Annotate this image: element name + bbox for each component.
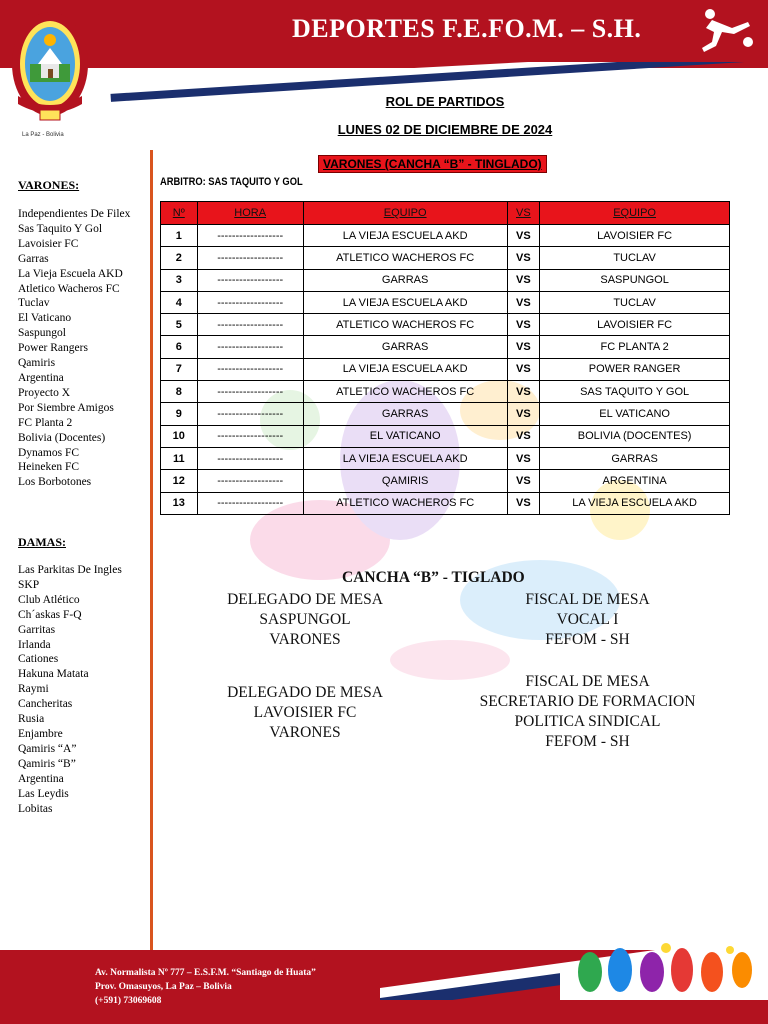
list-item: Irlanda xyxy=(18,638,51,651)
list-item: Lobitas xyxy=(18,802,53,815)
fiscal-position: SECRETARIO DE FORMACION xyxy=(479,693,696,710)
vs-label: VS xyxy=(507,336,540,358)
varones-heading: VARONES: xyxy=(18,178,80,192)
home-team: LA VIEJA ESCUELA AKD xyxy=(303,358,507,380)
table-row xyxy=(161,447,730,469)
list-item: SKP xyxy=(18,578,40,591)
away-team: EL VATICANO xyxy=(540,403,730,425)
list-item: Atletico Wacheros FC xyxy=(18,282,120,295)
away-team: ARGENTINA xyxy=(540,470,730,492)
list-item: Enjambre xyxy=(18,727,63,740)
delegate-category: VARONES xyxy=(269,724,341,741)
home-team: LA VIEJA ESCUELA AKD xyxy=(303,447,507,469)
match-time: ------------------ xyxy=(197,247,303,269)
col-away-team: EQUIPO xyxy=(540,202,730,225)
list-item: Sas Taquito Y Gol xyxy=(18,222,103,235)
category-banner: VARONES (CANCHA “B” - TINGLADO) xyxy=(318,155,547,173)
table-row xyxy=(161,358,730,380)
list-item: FC Planta 2 xyxy=(18,416,73,429)
list-item: Qamiris “A” xyxy=(18,742,77,755)
home-team: LA VIEJA ESCUELA AKD xyxy=(303,225,507,247)
fiscal-block-1 xyxy=(460,590,715,650)
list-item: Cancheritas xyxy=(18,698,73,711)
home-team: QAMIRIS xyxy=(303,470,507,492)
list-item: Las Parkitas De Ingles xyxy=(18,564,122,576)
table-row xyxy=(161,247,730,269)
fiscal-position-2: POLITICA SINDICAL xyxy=(514,713,661,730)
away-team: FC PLANTA 2 xyxy=(540,336,730,358)
schedule-date: LUNES 02 DE DICIEMBRE DE 2024 xyxy=(337,122,553,137)
match-time: ------------------ xyxy=(197,225,303,247)
away-team: TUCLAV xyxy=(540,247,730,269)
list-item: Raymi xyxy=(18,683,49,696)
list-item: Garritas xyxy=(18,623,56,636)
list-item: Hakuna Matata xyxy=(18,668,89,681)
home-team: ATLETICO WACHEROS FC xyxy=(303,381,507,403)
match-time: ------------------ xyxy=(197,492,303,514)
fiscal-role: FISCAL DE MESA xyxy=(525,673,650,690)
table-row xyxy=(161,291,730,313)
table-row xyxy=(161,425,730,447)
varones-team-list xyxy=(18,207,130,490)
fiscal-position: VOCAL I xyxy=(556,611,619,628)
away-team: SASPUNGOL xyxy=(540,269,730,291)
vs-label: VS xyxy=(507,403,540,425)
match-number: 2 xyxy=(161,247,198,269)
vs-label: VS xyxy=(507,470,540,492)
list-item: Proyecto X xyxy=(18,386,71,399)
list-item: Argentina xyxy=(18,772,64,785)
home-team: GARRAS xyxy=(303,269,507,291)
vs-label: VS xyxy=(507,269,540,291)
table-row xyxy=(161,314,730,336)
match-number: 11 xyxy=(161,447,198,469)
list-item: Argentina xyxy=(18,371,64,384)
page-title: DEPORTES F.E.FO.M. – S.H. xyxy=(292,14,642,43)
footer-phone: (+591) 73069608 xyxy=(95,996,162,1006)
home-team: ATLETICO WACHEROS FC xyxy=(303,492,507,514)
list-item: Garras xyxy=(18,252,49,265)
home-team: GARRAS xyxy=(303,403,507,425)
court-heading: CANCHA “B” - TIGLADO xyxy=(342,569,525,586)
list-item: Qamiris xyxy=(18,357,56,370)
match-time: ------------------ xyxy=(197,358,303,380)
list-item: Bolivia (Docentes) xyxy=(18,431,106,444)
list-item: Qamiris “B” xyxy=(18,757,76,770)
home-team: EL VATICANO xyxy=(303,425,507,447)
table-row xyxy=(161,403,730,425)
home-team: GARRAS xyxy=(303,336,507,358)
match-number: 13 xyxy=(161,492,198,514)
damas-team-list xyxy=(18,563,122,816)
match-time: ------------------ xyxy=(197,425,303,447)
institution-logo xyxy=(8,6,92,126)
delegate-role: DELEGADO DE MESA xyxy=(227,591,383,608)
vs-label: VS xyxy=(507,358,540,380)
table-row xyxy=(161,492,730,514)
delegate-block-1 xyxy=(190,590,420,650)
list-item: Club Atlético xyxy=(18,593,80,606)
table-row xyxy=(161,225,730,247)
table-header-row xyxy=(161,202,730,225)
vs-label: VS xyxy=(507,247,540,269)
match-number: 1 xyxy=(161,225,198,247)
fixtures-table xyxy=(160,201,730,515)
delegate-team: LAVOISIER FC xyxy=(253,704,357,721)
match-time: ------------------ xyxy=(197,269,303,291)
delegate-category: VARONES xyxy=(269,631,341,648)
col-home-team: EQUIPO xyxy=(303,202,507,225)
match-number: 7 xyxy=(161,358,198,380)
col-time: HORA xyxy=(197,202,303,225)
table-row xyxy=(161,470,730,492)
schedule-title: ROL DE PARTIDOS xyxy=(385,94,505,109)
list-item: Por Siembre Amigos xyxy=(18,401,114,414)
list-item: Rusia xyxy=(18,713,45,726)
match-time: ------------------ xyxy=(197,403,303,425)
home-team: ATLETICO WACHEROS FC xyxy=(303,247,507,269)
fiscal-org: FEFOM - SH xyxy=(545,631,630,648)
delegate-block-2 xyxy=(190,683,420,743)
list-item: Dynamos FC xyxy=(18,446,80,459)
table-row xyxy=(161,381,730,403)
vs-label: VS xyxy=(507,447,540,469)
list-item: Power Rangers xyxy=(18,342,88,355)
footer-address xyxy=(95,966,316,1008)
list-item: Heineken FC xyxy=(18,461,80,474)
match-time: ------------------ xyxy=(197,314,303,336)
referee-label: ARBITRO: SAS TAQUITO Y GOL xyxy=(160,176,303,188)
match-time: ------------------ xyxy=(197,447,303,469)
col-vs: VS xyxy=(507,202,540,225)
match-number: 9 xyxy=(161,403,198,425)
away-team: TUCLAV xyxy=(540,291,730,313)
logo-caption: La Paz - Bolivia xyxy=(22,132,64,138)
match-number: 8 xyxy=(161,381,198,403)
away-team: BOLIVIA (DOCENTES) xyxy=(540,425,730,447)
list-item: Saspungol xyxy=(18,327,66,340)
list-item: El Vaticano xyxy=(18,312,72,325)
away-team: SAS TAQUITO Y GOL xyxy=(540,381,730,403)
home-team: ATLETICO WACHEROS FC xyxy=(303,314,507,336)
list-item: La Vieja Escuela AKD xyxy=(18,267,123,280)
sidebar-divider xyxy=(150,150,153,960)
soccer-player-icon xyxy=(692,6,756,58)
col-number: Nº xyxy=(161,202,198,225)
away-team: LA VIEJA ESCUELA AKD xyxy=(540,492,730,514)
match-number: 3 xyxy=(161,269,198,291)
match-time: ------------------ xyxy=(197,381,303,403)
vs-label: VS xyxy=(507,225,540,247)
vs-label: VS xyxy=(507,291,540,313)
vs-label: VS xyxy=(507,314,540,336)
away-team: LAVOISIER FC xyxy=(540,225,730,247)
footer-line: Prov. Omasuyos, La Paz – Bolivia xyxy=(95,982,232,992)
match-number: 12 xyxy=(161,470,198,492)
vs-label: VS xyxy=(507,381,540,403)
match-time: ------------------ xyxy=(197,336,303,358)
list-item: Ch´askas F-Q xyxy=(18,608,82,621)
match-time: ------------------ xyxy=(197,291,303,313)
list-item: Cationes xyxy=(18,653,59,666)
away-team: POWER RANGER xyxy=(540,358,730,380)
away-team: LAVOISIER FC xyxy=(540,314,730,336)
vs-label: VS xyxy=(507,425,540,447)
athletes-illustration xyxy=(570,940,760,1000)
away-team: GARRAS xyxy=(540,447,730,469)
list-item: Las Leydis xyxy=(18,787,69,800)
match-number: 4 xyxy=(161,291,198,313)
fiscal-block-2 xyxy=(455,672,720,752)
list-item: Los Borbotones xyxy=(18,476,92,489)
damas-heading: DAMAS: xyxy=(18,535,66,549)
match-time: ------------------ xyxy=(197,470,303,492)
list-item: Tuclav xyxy=(18,297,50,310)
match-number: 10 xyxy=(161,425,198,447)
footer-line: Av. Normalista Nº 777 – E.S.F.M. “Santiago de Huata” xyxy=(95,968,316,978)
list-item: Lavoisier FC xyxy=(18,237,79,250)
home-team: LA VIEJA ESCUELA AKD xyxy=(303,291,507,313)
fiscal-role: FISCAL DE MESA xyxy=(525,591,650,608)
match-number: 5 xyxy=(161,314,198,336)
vs-label: VS xyxy=(507,492,540,514)
table-row xyxy=(161,269,730,291)
list-item: Independientes De Filex xyxy=(18,208,131,220)
table-row xyxy=(161,336,730,358)
fiscal-org: FEFOM - SH xyxy=(545,733,630,750)
match-number: 6 xyxy=(161,336,198,358)
delegate-role: DELEGADO DE MESA xyxy=(227,684,383,701)
delegate-team: SASPUNGOL xyxy=(259,611,351,628)
